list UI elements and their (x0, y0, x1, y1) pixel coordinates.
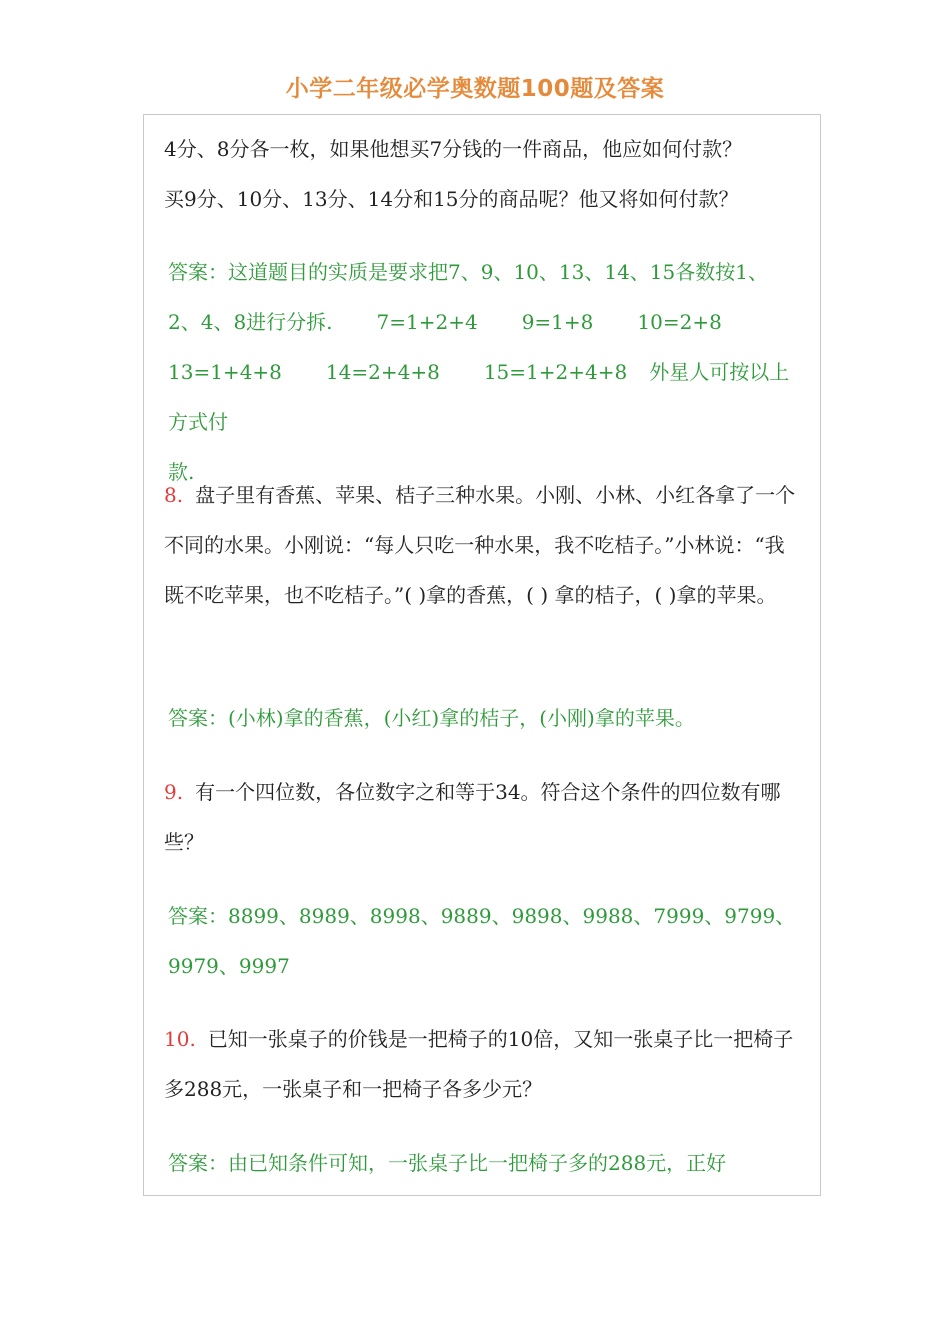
equation-7: 7=1+2+4 (376, 310, 478, 334)
question-10-answer: 答案：由已知条件可知，一张桌子比一把椅子多的288元，正好 (168, 1151, 727, 1175)
intro-question (164, 124, 804, 224)
question-9 (164, 767, 804, 867)
intro-answer-line-3-tail: 外星人可按以上方式付 (168, 360, 790, 434)
question-10-number: 10. (164, 1027, 196, 1051)
intro-answer-line-3 (168, 347, 800, 447)
question-8-answer: 答案：(小林)拿的香蕉，(小红)拿的桔子，(小刚)拿的苹果。 (168, 706, 695, 730)
intro-line-2: 买9分、10分、13分、14分和15分的商品呢？他又将如何付款？ (164, 187, 739, 211)
intro-answer (168, 247, 800, 497)
equation-10: 10=2+8 (637, 310, 722, 334)
question-9-answer: 答案：8899、8989、8998、9889、9898、9988、7999、9799、9979、9997 (168, 904, 796, 978)
intro-answer-line-4: 款. (168, 460, 195, 484)
question-8 (164, 470, 804, 620)
question-9-number: 9. (164, 780, 184, 804)
intro-answer-line-1: 答案：这道题目的实质是要求把7、9、10、13、14、15各数按1、 (168, 260, 768, 284)
question-8-text: 盘子里有香蕉、苹果、桔子三种水果。小刚、小林、小红各拿了一个不同的水果。小刚说：“每人只吃一种水果，我不吃桔子。”小林说：“我既不吃苹果，也不吃桔子。”( )拿的香蕉，( ) 拿的桔子，( )拿的苹果。 (164, 483, 796, 607)
equation-15: 15=1+2+4+8 (483, 360, 628, 384)
intro-answer-line-2 (168, 297, 800, 347)
intro-line-1: 4分、8分各一枚，如果他想买7分钱的一件商品，他应如何付款？ (164, 137, 743, 161)
equation-14: 14=2+4+8 (325, 360, 440, 384)
equation-13: 13=1+4+8 (168, 360, 282, 384)
question-10-text: 已知一张桌子的价钱是一把椅子的10倍，又知一张桌子比一把椅子多288元，一张桌子和一把椅子各多少元？ (164, 1027, 794, 1101)
content-box (143, 114, 821, 1196)
question-8-number: 8. (164, 483, 184, 507)
equation-9: 9=1+8 (521, 310, 594, 334)
page-title: 小学二年级必学奥数题100题及答案 (285, 76, 665, 102)
intro-answer-line-2-text: 2、4、8进行分拆. (168, 310, 333, 334)
question-10 (164, 1014, 804, 1114)
question-9-text: 有一个四位数，各位数字之和等于34。符合这个条件的四位数有哪些？ (164, 780, 781, 854)
